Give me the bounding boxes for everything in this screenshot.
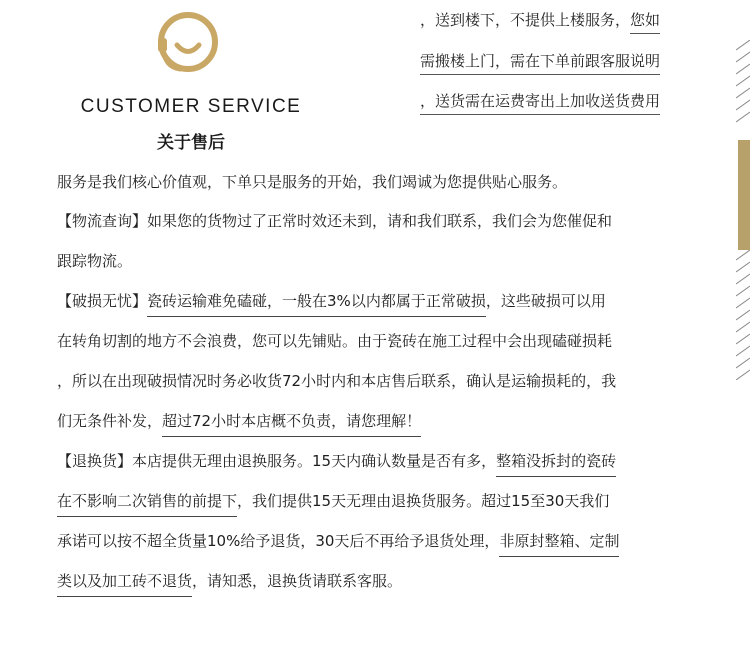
body-text-line: 服务是我们核心价值观，下单只是服务的开始，我们竭诚为您提供贴心服务。 [57,173,568,191]
body-text-line: 在不影响二次销售的前提下，我们提供15天无理由退换货服务。超过15至30天我们 [57,491,609,511]
body-text-line: 跟踪物流。 [57,252,133,270]
hatch-decoration [736,40,750,130]
body-text-line: 类以及加工砖不退货，请知悉，退换货请联系客服。 [57,571,402,591]
top-text-line: ，送货需在运费寄出上加收送货费用 [420,91,660,111]
hatch-decoration [736,250,750,380]
body-text-line: 们无条件补发，超过72小时本店概不负责，请您理解！ [57,411,421,431]
top-text-line: ，送到楼下，不提供上楼服务，您如 [420,10,660,30]
brand-subtitle: 关于售后 [157,133,225,153]
body-text-line: ，所以在出现破损情况时务必收货72小时内和本店售后联系，确认是运输损耗的，我 [57,372,617,390]
body-text-line: 承诺可以按不超全货量10%给予退货，30天后不再给予退货处理，非原封整箱、定制 [57,531,619,551]
body-text-line: 【破损无忧】瓷砖运输难免磕碰，一般在3%以内都属于正常破损，这些破损可以用 [57,291,606,311]
gold-accent-bar [738,140,750,250]
top-text-line: 需搬楼上门，需在下单前跟客服说明 [420,51,660,71]
body-text-line: 【退换货】本店提供无理由退换服务。15天内确认数量是否有多，整箱没拆封的瓷砖 [57,451,616,471]
body-text-line: 在转角切割的地方不会浪费，您可以先铺贴。由于瓷砖在施工过程中会出现磕碰损耗 [57,332,613,350]
customer-service-headset-icon [150,8,222,80]
brand-title: CUSTOMER SERVICE [80,96,302,117]
body-text-line: 【物流查询】如果您的货物过了正常时效还未到，请和我们联系，我们会为您催促和 [57,212,613,230]
